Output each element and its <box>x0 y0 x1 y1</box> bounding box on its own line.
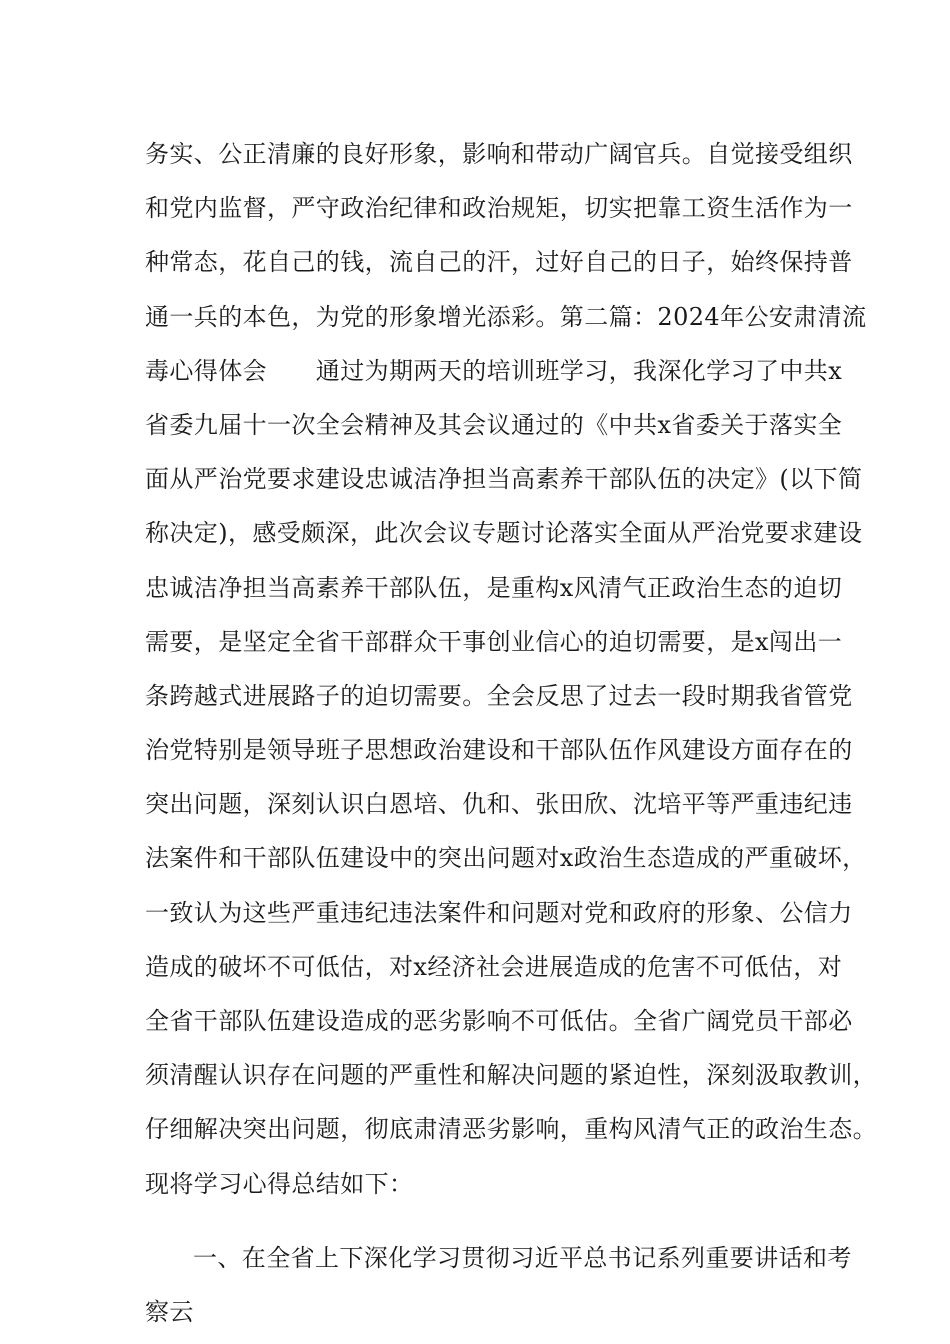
body-line: 现将学习心得总结如下： <box>145 1169 414 1198</box>
body-line: 面从严治党要求建设忠诚洁净担当高素养干部队伍的决定》(以下简 <box>145 465 863 494</box>
body-line: 种常态，花自己的钱，流自己的汗，过好自己的日子，始终保持普 <box>145 248 853 277</box>
body-line: 全省干部队伍建设造成的恶劣影响不可低估。全省广阔党员干部必 <box>145 1007 853 1035</box>
body-line: 造成的破坏不可低估，对x经济社会进展造成的危害不可低估，对 <box>145 952 843 981</box>
body-line: 一致认为这些严重违纪违法案件和问题对党和政府的形象、公信力 <box>145 898 853 927</box>
section-heading-line: 察云 <box>145 1297 194 1326</box>
body-line: 和党内监督，严守政治纪律和政治规矩，切实把靠工资生活作为一 <box>145 194 853 223</box>
body-line: 通一兵的本色，为党的形象增光添彩。第二篇：2024年公安肃清流 <box>145 302 867 331</box>
body-line: 称决定)，感受颇深，此次会议专题讨论落实全面从严治党要求建设 <box>145 519 863 548</box>
section-heading-line: 一、在全省上下深化学习贯彻习近平总书记系列重要讲话和考 <box>193 1243 852 1272</box>
body-line: 需要，是坚定全省干部群众干事创业信心的迫切需要，是x闯出一 <box>145 627 843 656</box>
body-line: 仔细解决突出问题，彻底肃清恶劣影响，重构风清气正的政治生态。 <box>145 1115 877 1144</box>
body-line: 务实、公正清廉的良好形象，影响和带动广阔官兵。自觉接受组织 <box>145 140 853 168</box>
paragraph-gap <box>145 1211 825 1231</box>
document-body <box>145 127 877 1339</box>
body-line: 条跨越式进展路子的迫切需要。全会反思了过去一段时期我省管党 <box>145 681 853 710</box>
body-line: 忠诚洁净担当高素养干部队伍，是重构x风清气正政治生态的迫切 <box>145 573 843 602</box>
body-line: 须清醒认识存在问题的严重性和解决问题的紧迫性，深刻汲取教训， <box>145 1061 877 1090</box>
body-line: 毒心得体会 通过为期两天的培训班学习，我深化学习了中共x <box>145 356 843 385</box>
body-line: 治党特别是领导班子思想政治建设和干部队伍作风建设方面存在的 <box>145 736 853 765</box>
body-line: 省委九届十一次全会精神及其会议通过的《中共x省委关于落实全 <box>145 410 843 439</box>
body-line: 法案件和干部队伍建设中的突出问题对x政治生态造成的严重破坏， <box>145 844 867 873</box>
body-line: 突出问题，深刻认识白恩培、仇和、张田欣、沈培平等严重违纪违 <box>145 790 853 819</box>
